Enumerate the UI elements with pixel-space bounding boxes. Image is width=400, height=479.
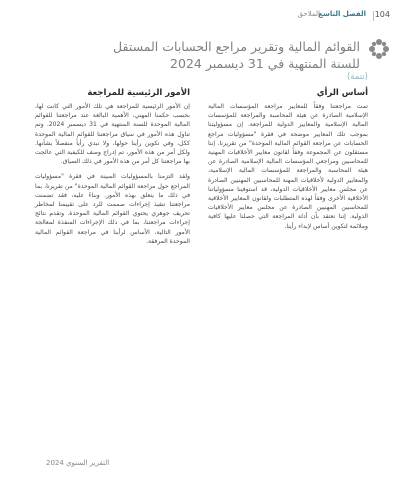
bank-logo-icon xyxy=(368,38,390,60)
paragraph: إن الأمور الرئيسية للمراجعة هي تلك الأمور التي كانت لها، بحسب حكمنا المهني، الأهمية البالغة عند مراجعتنا للقوائم المالية الموحدة للسنة المنتهية في 31 ديسمبر 2024. وتم تناول هذه الأمور في سياق مراجعتنا للقوائم المالية الموحدة ككل، وفي تكوين رأينا حولها، ولا نبدي رأياً منفصلاً بشأنها. ولكل أمر من هذه الأمور، تم إدراج وصف للكيفية التي عالجت بها مراجعتنا كل أمر من هذه الأمور في ذلك السياق. xyxy=(35,103,190,166)
page-number: 104 xyxy=(374,10,390,19)
continued-label: (تتمة) xyxy=(346,72,368,82)
chapter-label: الفصل التاسع xyxy=(318,10,366,18)
paragraph: تمت مراجعتنا وفقاً للمعايير مراجعة المؤسسات المالية الإسلامية الصادرة عن هيئة المحاسبة والمراجعة للمؤسسات المالية الإسلامية والمعايير الدولية للمراجعة. إن مسؤوليتنا بموجب تلك المعايير موضحة في فقرة "مسؤوليات مراجع الحسابات عن مراجعة القوائم المالية الموحدة" من تقريرنا. إننا مستقلون عن المجموعة وفقاً لقانون معايير الأخلاقيات المهنية للمحاسبين ومراجعي المؤسسات المالية الإسلامية الصادرة عن هيئة المحاسبة والمراجعة للمؤسسات المالية الإسلامية، والمعايير الدولية لأخلاقيات المهنة للمحاسبين المهنيين الصادرة عن مجلس معايير الأخلاقيات الدولية، قد استوفينا مسؤولياتنا الأخلاقية الأخرى وفقاً لهذه المتطلبات ولقانون المعايير الأخلاقية للمحاسبين المهنيين الصادرة عن مجلس معايير الأخلاقيات الدولية. إننا نعتقد بأن أدلة المراجعة التي حصلنا عليها كافية وملائمة لتكوين أساس لإبداء رأينا. xyxy=(208,103,368,230)
appendix-label: الملاحق xyxy=(297,10,320,18)
header-divider xyxy=(373,11,374,21)
page-title xyxy=(20,38,360,72)
title-line-2: للسنة المنتهية في 31 ديسمبر 2024 xyxy=(170,56,360,71)
title-line-1: القوائم المالية وتقرير مراجع الحسابات المستقل xyxy=(113,39,360,54)
basis-of-opinion-section xyxy=(208,88,368,237)
page-header xyxy=(0,10,400,24)
section-heading: أساس الرأي xyxy=(316,88,368,98)
paragraph: ولقد التزمنا بالمسؤوليات المبينة في فقرة "مسؤوليات المراجع حول مراجعة القوائم المالية الموحدة" من تقريرنا، بما في ذلك ما يتعلق بهذه الأمور. وبناءً عليه، فقد تضمنت مراجعتنا تنفيذ إجراءات صممت للرد على تقييمنا لمخاطر تحريف جوهري يحتوي القوائم المالية الموحدة. وتقدم نتائج إجراءات مراجعتنا، بما في ذلك الإجراءات المنفذة لمعالجة الأمور التالية، الأساس لرأينا في مراجعة القوائم المالية الموحدة المرفقة. xyxy=(35,173,190,245)
section-heading: الأمور الرئيسية للمراجعة xyxy=(87,88,190,98)
key-audit-matters-section xyxy=(35,88,190,252)
footer-report-label: التقرير السنوي 2024 xyxy=(46,459,110,467)
